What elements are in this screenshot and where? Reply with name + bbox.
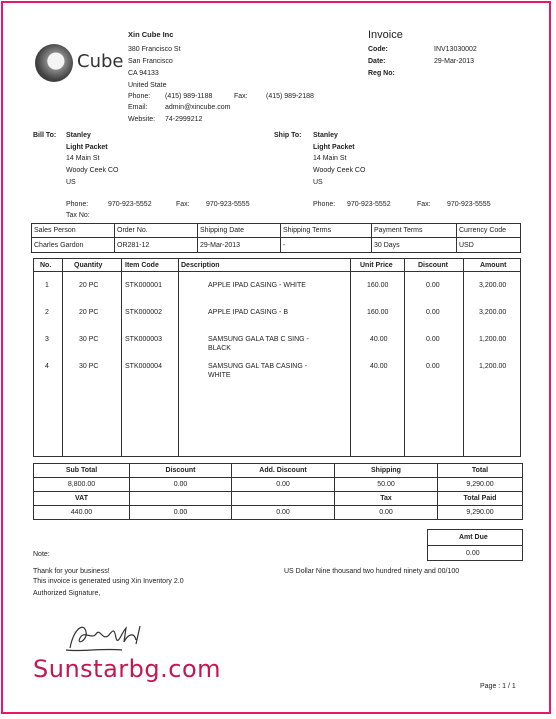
totals-header-discount: Discount <box>130 464 232 478</box>
items-header-quantity: Quantity <box>74 262 103 269</box>
amt-due-label: Amt Due <box>459 534 488 541</box>
order-value-currency-code: USD <box>457 238 521 253</box>
item-code: STK000001 <box>125 282 162 289</box>
item-unit-price: 160.00 <box>367 282 389 289</box>
item-code: STK000004 <box>125 363 162 370</box>
item-description: SAMSUNG GAL TAB CASING - <box>208 363 308 370</box>
item-discount: 0.00 <box>426 309 440 316</box>
totals-value-vat: 440.00 <box>34 506 130 520</box>
watermark-text: Sunstarbg.com <box>33 655 221 683</box>
ship-to-phone-label: Phone: <box>313 201 336 208</box>
item-quantity: 30 PC <box>79 336 99 343</box>
bill-to-name: Stanley <box>66 132 91 139</box>
items-col-divider <box>62 258 63 457</box>
item-no: 2 <box>45 309 49 316</box>
order-header-shipping-date: Shipping Date <box>198 224 281 238</box>
company-country: United State <box>128 82 167 89</box>
items-header-description: Description <box>181 262 220 269</box>
ship-to-phone: 970-923-5552 <box>347 201 391 208</box>
item-amount: 3,200.00 <box>479 309 507 316</box>
ship-to-country: US <box>313 179 323 186</box>
logo-text: Cube <box>77 51 124 72</box>
totals-header-blank <box>232 492 335 506</box>
bill-to-fax-label: Fax: <box>176 201 190 208</box>
items-col-divider <box>350 258 351 457</box>
totals-header-sub-total: Sub Total <box>34 464 130 478</box>
item-description-line2: WHITE <box>208 372 231 379</box>
totals-header-vat: VAT <box>34 492 130 506</box>
company-state-zip: CA 94133 <box>128 70 159 77</box>
totals-value-col3: 0.00 <box>232 506 335 520</box>
note-label: Note: <box>33 551 50 558</box>
item-no: 3 <box>45 336 49 343</box>
bill-to-street: 14 Main St <box>66 155 100 162</box>
amount-in-words: US Dollar Nine thousand two hundred ninety and 00/100 <box>284 568 460 575</box>
company-street: 380 Francisco St <box>128 46 181 53</box>
order-header-currency-code: Currency Code <box>457 224 521 238</box>
items-header-amount: Amount <box>480 262 507 269</box>
bill-to-country: US <box>66 179 76 186</box>
bill-to-phone: 970-923-5552 <box>108 201 152 208</box>
ship-to-name: Stanley <box>313 132 338 139</box>
company-fax-label: Fax: <box>234 93 248 100</box>
amt-due-divider <box>427 545 523 546</box>
item-quantity: 30 PC <box>79 363 99 370</box>
company-city: San Francisco <box>128 58 173 65</box>
invoice-title: Invoice <box>368 29 403 41</box>
totals-table <box>33 463 523 520</box>
totals-header-add-discount: Add. Discount <box>232 464 335 478</box>
item-quantity: 20 PC <box>79 282 99 289</box>
ship-to-city: Woody Ceek CO <box>313 167 366 174</box>
note-thanks: Thank for your business! <box>33 568 110 575</box>
company-website-label: Website: <box>128 116 156 123</box>
amt-due-value: 0.00 <box>466 550 480 557</box>
ship-to-label: Ship To: <box>274 132 302 139</box>
item-quantity: 20 PC <box>79 309 99 316</box>
order-value-sales-person: Charles Gardon <box>32 238 115 253</box>
order-value-payment-terms: 30 Days <box>372 238 457 253</box>
item-discount: 0.00 <box>426 282 440 289</box>
totals-value-col2: 0.00 <box>130 506 232 520</box>
totals-value-sub-total: 8,800.00 <box>34 478 130 492</box>
page-number: Page : 1 / 1 <box>480 683 516 690</box>
totals-value-tax: 0.00 <box>335 506 438 520</box>
item-unit-price: 40.00 <box>370 336 388 343</box>
order-header-payment-terms: Payment Terms <box>372 224 457 238</box>
order-value-order-no: OR281-12 <box>115 238 198 253</box>
invoice-code-label: Code: <box>368 46 388 53</box>
bill-to-tax-label: Tax No: <box>66 212 90 219</box>
bill-to-city: Woody Ceek CO <box>66 167 119 174</box>
company-website: 74-2999212 <box>165 116 203 123</box>
ship-to-company: Light Packet <box>313 144 355 151</box>
order-info-table <box>31 223 521 253</box>
note-authorized-signature: Authorized Signature, <box>33 590 101 597</box>
totals-header-tax: Tax <box>335 492 438 506</box>
item-description-line2: BLACK <box>208 345 231 352</box>
item-unit-price: 160.00 <box>367 309 389 316</box>
totals-value-shipping: 50.00 <box>335 478 438 492</box>
order-value-shipping-terms: - <box>281 238 372 253</box>
items-header-divider <box>33 271 521 272</box>
item-discount: 0.00 <box>426 363 440 370</box>
item-no: 1 <box>45 282 49 289</box>
totals-header-shipping: Shipping <box>335 464 438 478</box>
totals-header-total: Total <box>438 464 523 478</box>
signature-image <box>62 618 172 658</box>
company-phone: (415) 989-1188 <box>165 93 213 100</box>
item-no: 4 <box>45 363 49 370</box>
totals-value-total: 9,290.00 <box>438 478 523 492</box>
order-header-sales-person: Sales Person <box>32 224 115 238</box>
invoice-reg-label: Reg No: <box>368 70 395 77</box>
invoice-date: 29-Mar-2013 <box>434 58 475 65</box>
bill-to-label: Bill To: <box>33 132 57 139</box>
totals-value-total-paid: 9,290.00 <box>438 506 523 520</box>
logo-circle-icon <box>35 44 73 82</box>
items-col-divider <box>121 258 122 457</box>
ship-to-street: 14 Main St <box>313 155 347 162</box>
totals-header-blank <box>130 492 232 506</box>
company-phone-label: Phone: <box>128 93 151 100</box>
items-header-discount: Discount <box>418 262 448 269</box>
order-header-shipping-terms: Shipping Terms <box>281 224 372 238</box>
item-description: APPLE IPAD CASING - B <box>208 309 289 316</box>
totals-value-add-discount: 0.00 <box>232 478 335 492</box>
items-header-no: No. <box>40 262 52 269</box>
invoice-date-label: Date: <box>368 58 386 65</box>
items-col-divider <box>463 258 464 457</box>
item-amount: 3,200.00 <box>479 282 507 289</box>
totals-value-discount: 0.00 <box>130 478 232 492</box>
items-header-item-code: Item Code <box>125 262 159 269</box>
note-generated: This invoice is generated using Xin Inventory 2.0 <box>33 578 184 585</box>
company-fax: (415) 989-2188 <box>266 93 314 100</box>
item-description: APPLE IPAD CASING - WHITE <box>208 282 306 289</box>
bill-to-fax: 970-923-5555 <box>206 201 250 208</box>
bill-to-company: Light Packet <box>66 144 108 151</box>
item-discount: 0.00 <box>426 336 440 343</box>
item-amount: 1,200.00 <box>479 336 507 343</box>
item-description: SAMSUNG GALA TAB C SING - <box>208 336 309 343</box>
items-col-divider <box>404 258 405 457</box>
item-code: STK000003 <box>125 336 162 343</box>
order-header-order-no: Order No. <box>115 224 198 238</box>
bill-to-phone-label: Phone: <box>66 201 89 208</box>
company-name: Xin Cube Inc <box>128 30 174 39</box>
items-header-unit-price: Unit Price <box>360 262 393 269</box>
company-email: admin@xincube.com <box>165 104 231 111</box>
items-col-divider <box>178 258 179 457</box>
ship-to-fax: 970-923-5555 <box>447 201 491 208</box>
ship-to-fax-label: Fax: <box>417 201 431 208</box>
totals-header-total-paid: Total Paid <box>438 492 523 506</box>
item-unit-price: 40.00 <box>370 363 388 370</box>
item-amount: 1,200.00 <box>479 363 507 370</box>
company-email-label: Email: <box>128 104 148 111</box>
order-value-shipping-date: 29-Mar-2013 <box>198 238 281 253</box>
item-code: STK000002 <box>125 309 162 316</box>
invoice-code: INV13030002 <box>434 46 477 53</box>
